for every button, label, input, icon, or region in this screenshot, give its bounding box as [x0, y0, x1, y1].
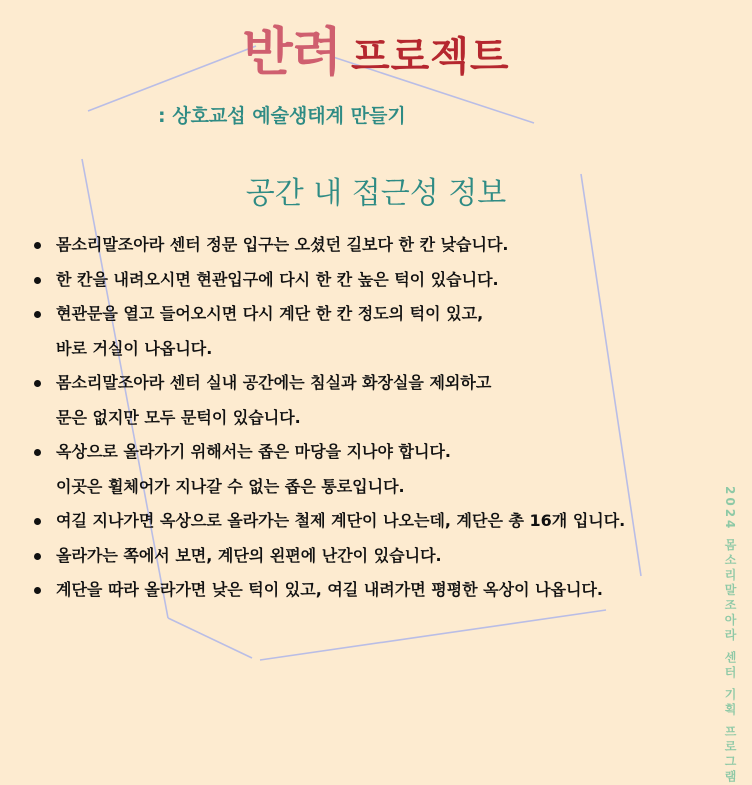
bullet-icon [34, 553, 41, 560]
list-item-line: 여길 지나가면 옥상으로 올라가는 철제 계단이 나오는데, 계단은 총 16개 입니다. [56, 511, 626, 530]
list-item [32, 504, 722, 539]
decor-line-bottom-right [260, 610, 606, 660]
decor-line-bottom-left [168, 618, 252, 658]
list-item-line: 한 칸을 내려오시면 현관입구에 다시 한 칸 높은 턱이 있습니다. [56, 269, 499, 289]
bullet-icon [34, 587, 41, 594]
bullet-icon [34, 518, 41, 525]
list-item [32, 435, 722, 504]
bullet-icon [34, 277, 41, 284]
bullet-icon [34, 449, 41, 456]
list-item-line: 현관문을 열고 들어오시면 다시 계단 한 칸 정도의 턱이 있고, [56, 304, 484, 323]
list-item-line: 몸소리말조아라 센터 실내 공간에는 침실과 화장실을 제외하고 [56, 373, 492, 392]
bullet-icon [34, 311, 41, 318]
list-item-line: 옥상으로 올라가기 위해서는 좁은 마당을 지나야 합니다. [56, 442, 451, 461]
section-title: 공간 내 접근성 정보 [245, 176, 507, 211]
accessibility-info-list [32, 228, 722, 608]
title-main: 반려 [242, 23, 341, 83]
list-item [32, 297, 722, 366]
list-item-line: 몸소리말조아라 센터 정문 입구는 오셨던 길보다 한 칸 낮습니다. [56, 235, 509, 254]
side-caption: 2024 몸소리말조아라 센터 기획 프로그램 [723, 486, 737, 785]
poster-title [0, 10, 752, 85]
list-item-line: 이곳은 휠체어가 지나갈 수 없는 좁은 통로입니다. [56, 476, 405, 496]
subtitle: : 상호교섭 예술생태계 만들기 [158, 105, 406, 127]
list-item-line: 바로 거실이 나옵니다. [56, 338, 213, 358]
list-item [32, 228, 722, 263]
list-item-line: 계단을 따라 올라가면 낮은 턱이 있고, 여길 내려가면 평평한 옥상이 나옵니다. [56, 580, 603, 599]
title-sub: 프로젝트 [350, 34, 510, 80]
list-item-line: 올라가는 쪽에서 보면, 계단의 왼편에 난간이 있습니다. [56, 545, 442, 565]
list-item [32, 263, 722, 298]
list-item [32, 573, 722, 608]
bullet-icon [34, 242, 41, 249]
bullet-icon [34, 380, 41, 387]
list-item-line: 문은 없지만 모두 문턱이 있습니다. [56, 407, 301, 427]
list-item [32, 366, 722, 435]
list-item [32, 539, 722, 574]
